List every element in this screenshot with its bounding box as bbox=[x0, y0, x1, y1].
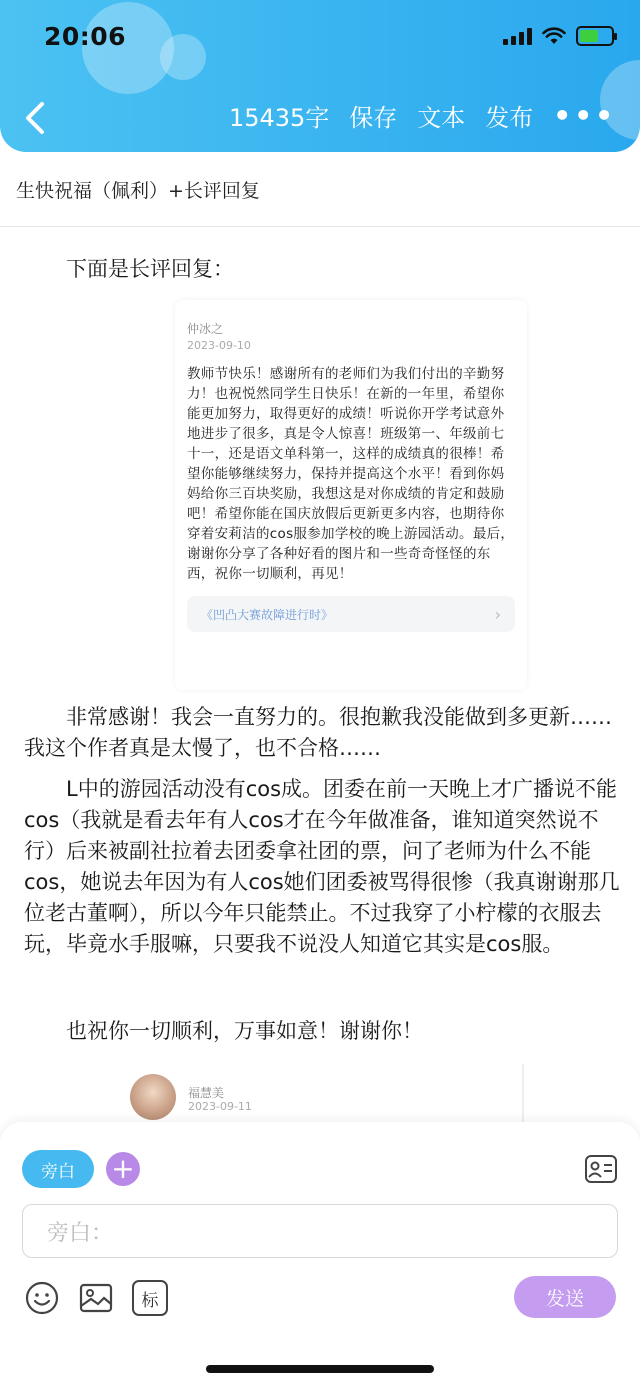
paragraph[interactable]: 也祝你一切顺利，万事如意！谢谢你！ bbox=[66, 1019, 423, 1043]
emoji-icon[interactable] bbox=[24, 1280, 60, 1316]
comment-date: 2023-09-11 bbox=[188, 1100, 252, 1113]
back-button[interactable] bbox=[18, 96, 54, 140]
comment-date: 2023-09-10 bbox=[187, 339, 251, 352]
work-link-label: 《凹凸大赛故障进行时》 bbox=[201, 607, 334, 622]
comment-author: 福慧美 bbox=[188, 1086, 225, 1100]
more-button[interactable]: ••• bbox=[553, 99, 616, 132]
chevron-right-icon: › bbox=[494, 604, 501, 624]
cellular-signal-icon bbox=[503, 27, 532, 45]
comment-card bbox=[175, 300, 527, 690]
editor-toolbar bbox=[229, 98, 616, 133]
decorative-bubble bbox=[160, 34, 206, 80]
send-button[interactable]: 发送 bbox=[514, 1276, 616, 1318]
publish-button[interactable]: 发布 bbox=[485, 104, 534, 132]
battery-icon bbox=[576, 26, 614, 46]
status-time: 20:06 bbox=[44, 22, 127, 51]
paragraph[interactable]: 下面是长评回复： bbox=[66, 257, 234, 281]
image-icon[interactable] bbox=[78, 1280, 114, 1316]
character-card-icon[interactable] bbox=[584, 1152, 618, 1186]
composer-panel bbox=[0, 1122, 640, 1388]
chapter-title[interactable]: 生快祝福（佩利）+长评回复 bbox=[16, 180, 260, 202]
add-role-button[interactable]: + bbox=[106, 1152, 140, 1186]
work-link bbox=[187, 596, 515, 632]
home-indicator bbox=[206, 1365, 434, 1373]
top-header bbox=[0, 0, 640, 152]
paragraph[interactable]: 非常感谢！我会一直努力的。很抱歉我没能做到多更新……我这个作者真是太慢了，也不合格…… bbox=[24, 705, 612, 760]
save-button[interactable]: 保存 bbox=[349, 104, 398, 132]
paragraph[interactable]: L中的游园活动没有cos成。团委在前一天晚上才广播说不能cos（我就是看去年有人cos才在今年做准备，谁知道突然说不行）后来被副社拉着去团委拿社团的票，问了老师为什么不能cos，她说去年因为有人cos她们团委被骂得很惨（我真谢谢那几位老古董啊），所以今年只能禁止。不过我穿了小柠檬的衣服去玩，毕竟水手服嘛，只要我不说没人知道它其实是cos服。 bbox=[24, 777, 620, 956]
divider bbox=[0, 226, 640, 227]
word-count: 15435字 bbox=[228, 104, 330, 132]
marker-button[interactable]: 标 bbox=[132, 1280, 168, 1316]
status-icons bbox=[503, 26, 614, 46]
avatar bbox=[130, 1074, 176, 1120]
comment-text: 教师节快乐！感谢所有的老师们为我们付出的辛勤努力！也祝悦然同学生日快乐！在新的一年里，希望你能更加努力，取得更好的成绩！听说你开学考试意外地进步了很多，真是令人惊喜！班级第一、年级前七十一，还是语文单科第一，这样的成绩真的很棒！希望你能够继续努力，保持并提高这个水平！看到你妈妈给你三百块奖励，我想这是对你成绩的肯定和鼓励吧！希望你能在国庆放假后更新更多内容，也期待你穿着安莉洁的cos服参加学校的晚上游园活动。最后，谢谢你分享了各种好看的图片和一些奇奇怪怪的东西，祝你一切顺利，再见！ bbox=[187, 366, 515, 582]
comment-author: 仲冰之 bbox=[187, 322, 224, 336]
comment-card bbox=[130, 1064, 524, 1128]
composer-input[interactable] bbox=[22, 1204, 618, 1258]
composer-placeholder: 旁白： bbox=[47, 1220, 114, 1246]
role-chip-narration[interactable]: 旁白 bbox=[22, 1150, 94, 1188]
text-button[interactable]: 文本 bbox=[417, 104, 466, 132]
wifi-icon bbox=[542, 27, 566, 45]
